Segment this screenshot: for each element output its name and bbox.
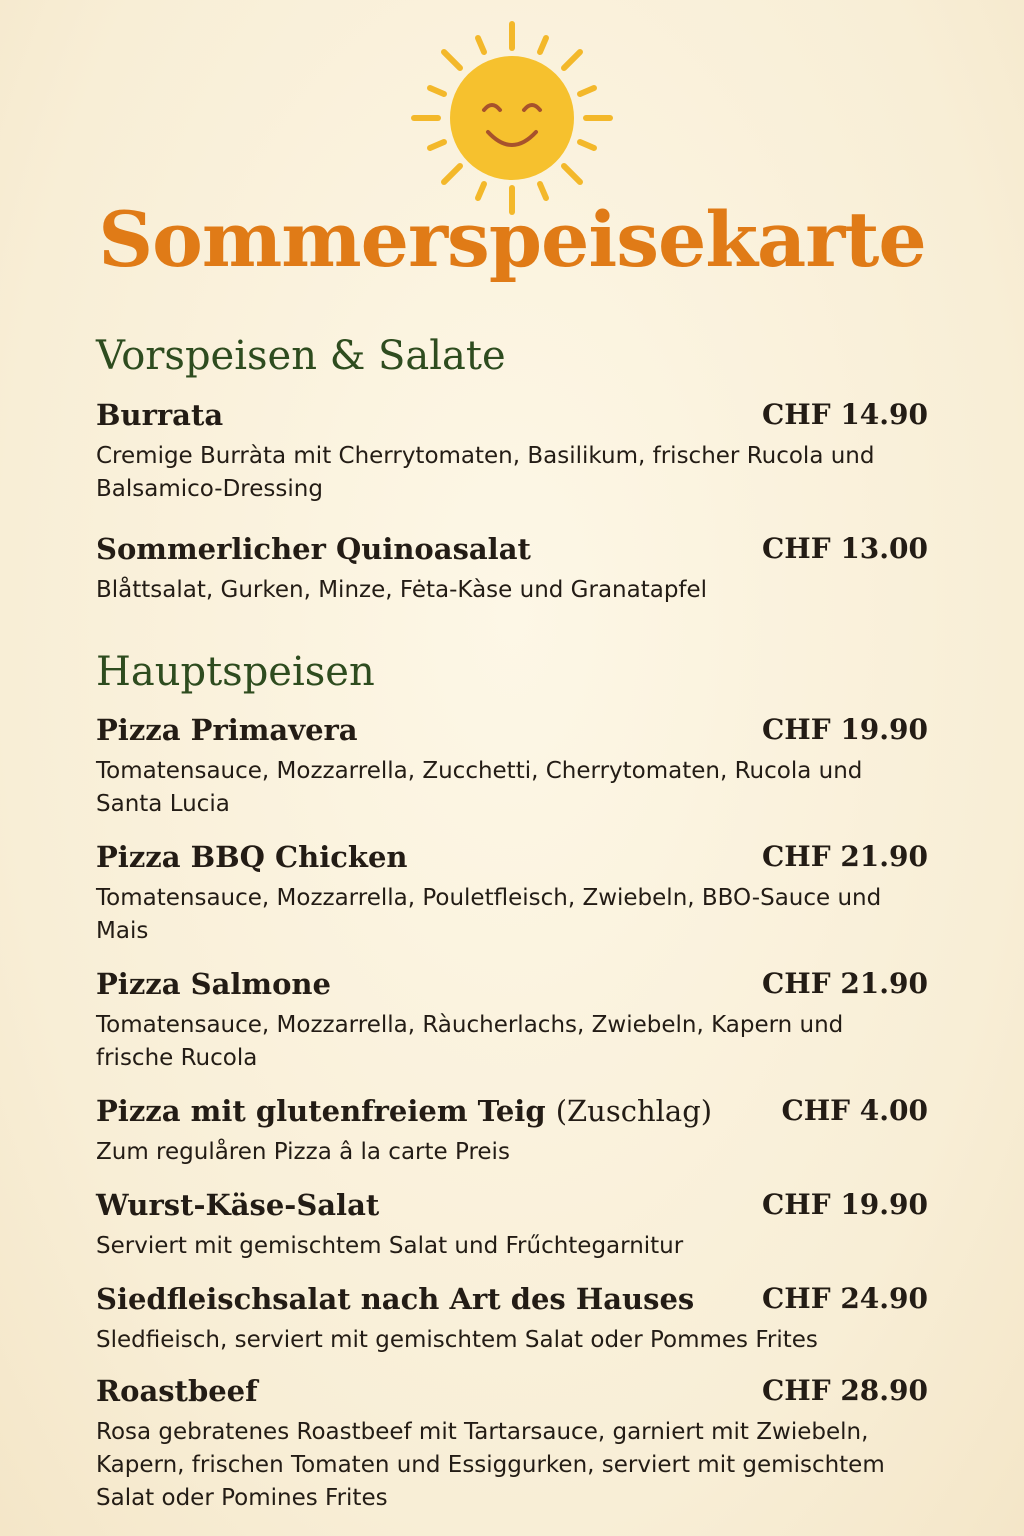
item-description: Serviert mit gemischtem Salat und Frűchtegarnitur [96, 1233, 684, 1259]
item-price: CHF 13.00 [761, 532, 928, 565]
item-price: CHF 4.00 [781, 1094, 928, 1127]
item-name [96, 1094, 712, 1128]
item-price: CHF 21.90 [761, 967, 928, 1000]
menu-item-wurst-kaese-salat [96, 1188, 928, 1263]
item-price: CHF 14.90 [761, 398, 928, 431]
item-description: Sledfieisch, serviert mit gemischtem Salat oder Pommes Frites [96, 1327, 818, 1353]
item-name: Pizza Salmone [96, 967, 331, 1001]
item-name: Wurst-Käse-Salat [96, 1188, 380, 1222]
item-price: CHF 24.90 [761, 1282, 928, 1315]
item-price: CHF 19.90 [761, 1188, 928, 1221]
item-note: (Zuschlag) [555, 1094, 713, 1128]
item-name: Pizza Primavera [96, 713, 358, 747]
item-name: Sommerlicher Quinoasalat [96, 532, 531, 566]
item-name-text: Pizza mit glutenfreiem Teig [96, 1094, 546, 1128]
item-description: Tomatensauce, Mozzarrella, Ràucherlachs, Zwiebeln, Kapern und frische Rucola [96, 1012, 844, 1071]
menu-item-roastbeef [96, 1374, 928, 1515]
item-description: Rosa gebratenes Roastbeef mit Tartarsauce, garniert mit Zwiebeln, Kapern, frischen Tomaten und Essiggurken, serviert mit gemischtem Salat oder Pomines Frites [96, 1419, 885, 1511]
item-description: Tomatensauce, Mozzarrella, Zucchetti, Cherrytomaten, Rucola und Santa Lucia [96, 758, 863, 817]
section-title-vorspeisen: Vorspeisen & Salate [96, 333, 506, 379]
menu-item-burrata [96, 398, 928, 506]
item-description: Tomatensauce, Mozzarrella, Pouletfleisch, Zwiebeln, BBO-Sauce und Mais [96, 885, 882, 944]
item-price: CHF 28.90 [761, 1374, 928, 1407]
item-name: Roastbeef [96, 1374, 258, 1408]
item-price: CHF 19.90 [761, 713, 928, 746]
menu-title: Sommerspeisekarte [98, 195, 926, 284]
menu-item-pizza-bbq-chicken [96, 840, 928, 948]
smiling-sun-icon [404, 16, 620, 216]
item-description: Zum regulåren Pizza â la carte Preis [96, 1139, 510, 1165]
item-price: CHF 21.90 [761, 840, 928, 873]
item-name: Siedfleischsalat nach Art des Hauses [96, 1282, 695, 1316]
item-name: Burrata [96, 398, 224, 432]
menu-item-pizza-salmone [96, 967, 928, 1075]
menu-item-siedfleischsalat [96, 1282, 928, 1357]
section-title-hauptspeisen: Hauptspeisen [96, 649, 375, 695]
item-description: Cremige Burràta mit Cherrytomaten, Basilikum, frischer Rucola und Balsamico-Dressing [96, 443, 875, 502]
item-name: Pizza BBQ Chicken [96, 840, 408, 874]
menu-item-pizza-glutenfrei [96, 1094, 928, 1169]
item-description: Blåttsalat, Gurken, Minze, Fėta-Kàse und Granatapfel [96, 577, 708, 603]
menu-item-quinoasalat [96, 532, 928, 607]
menu-item-pizza-primavera [96, 713, 928, 821]
